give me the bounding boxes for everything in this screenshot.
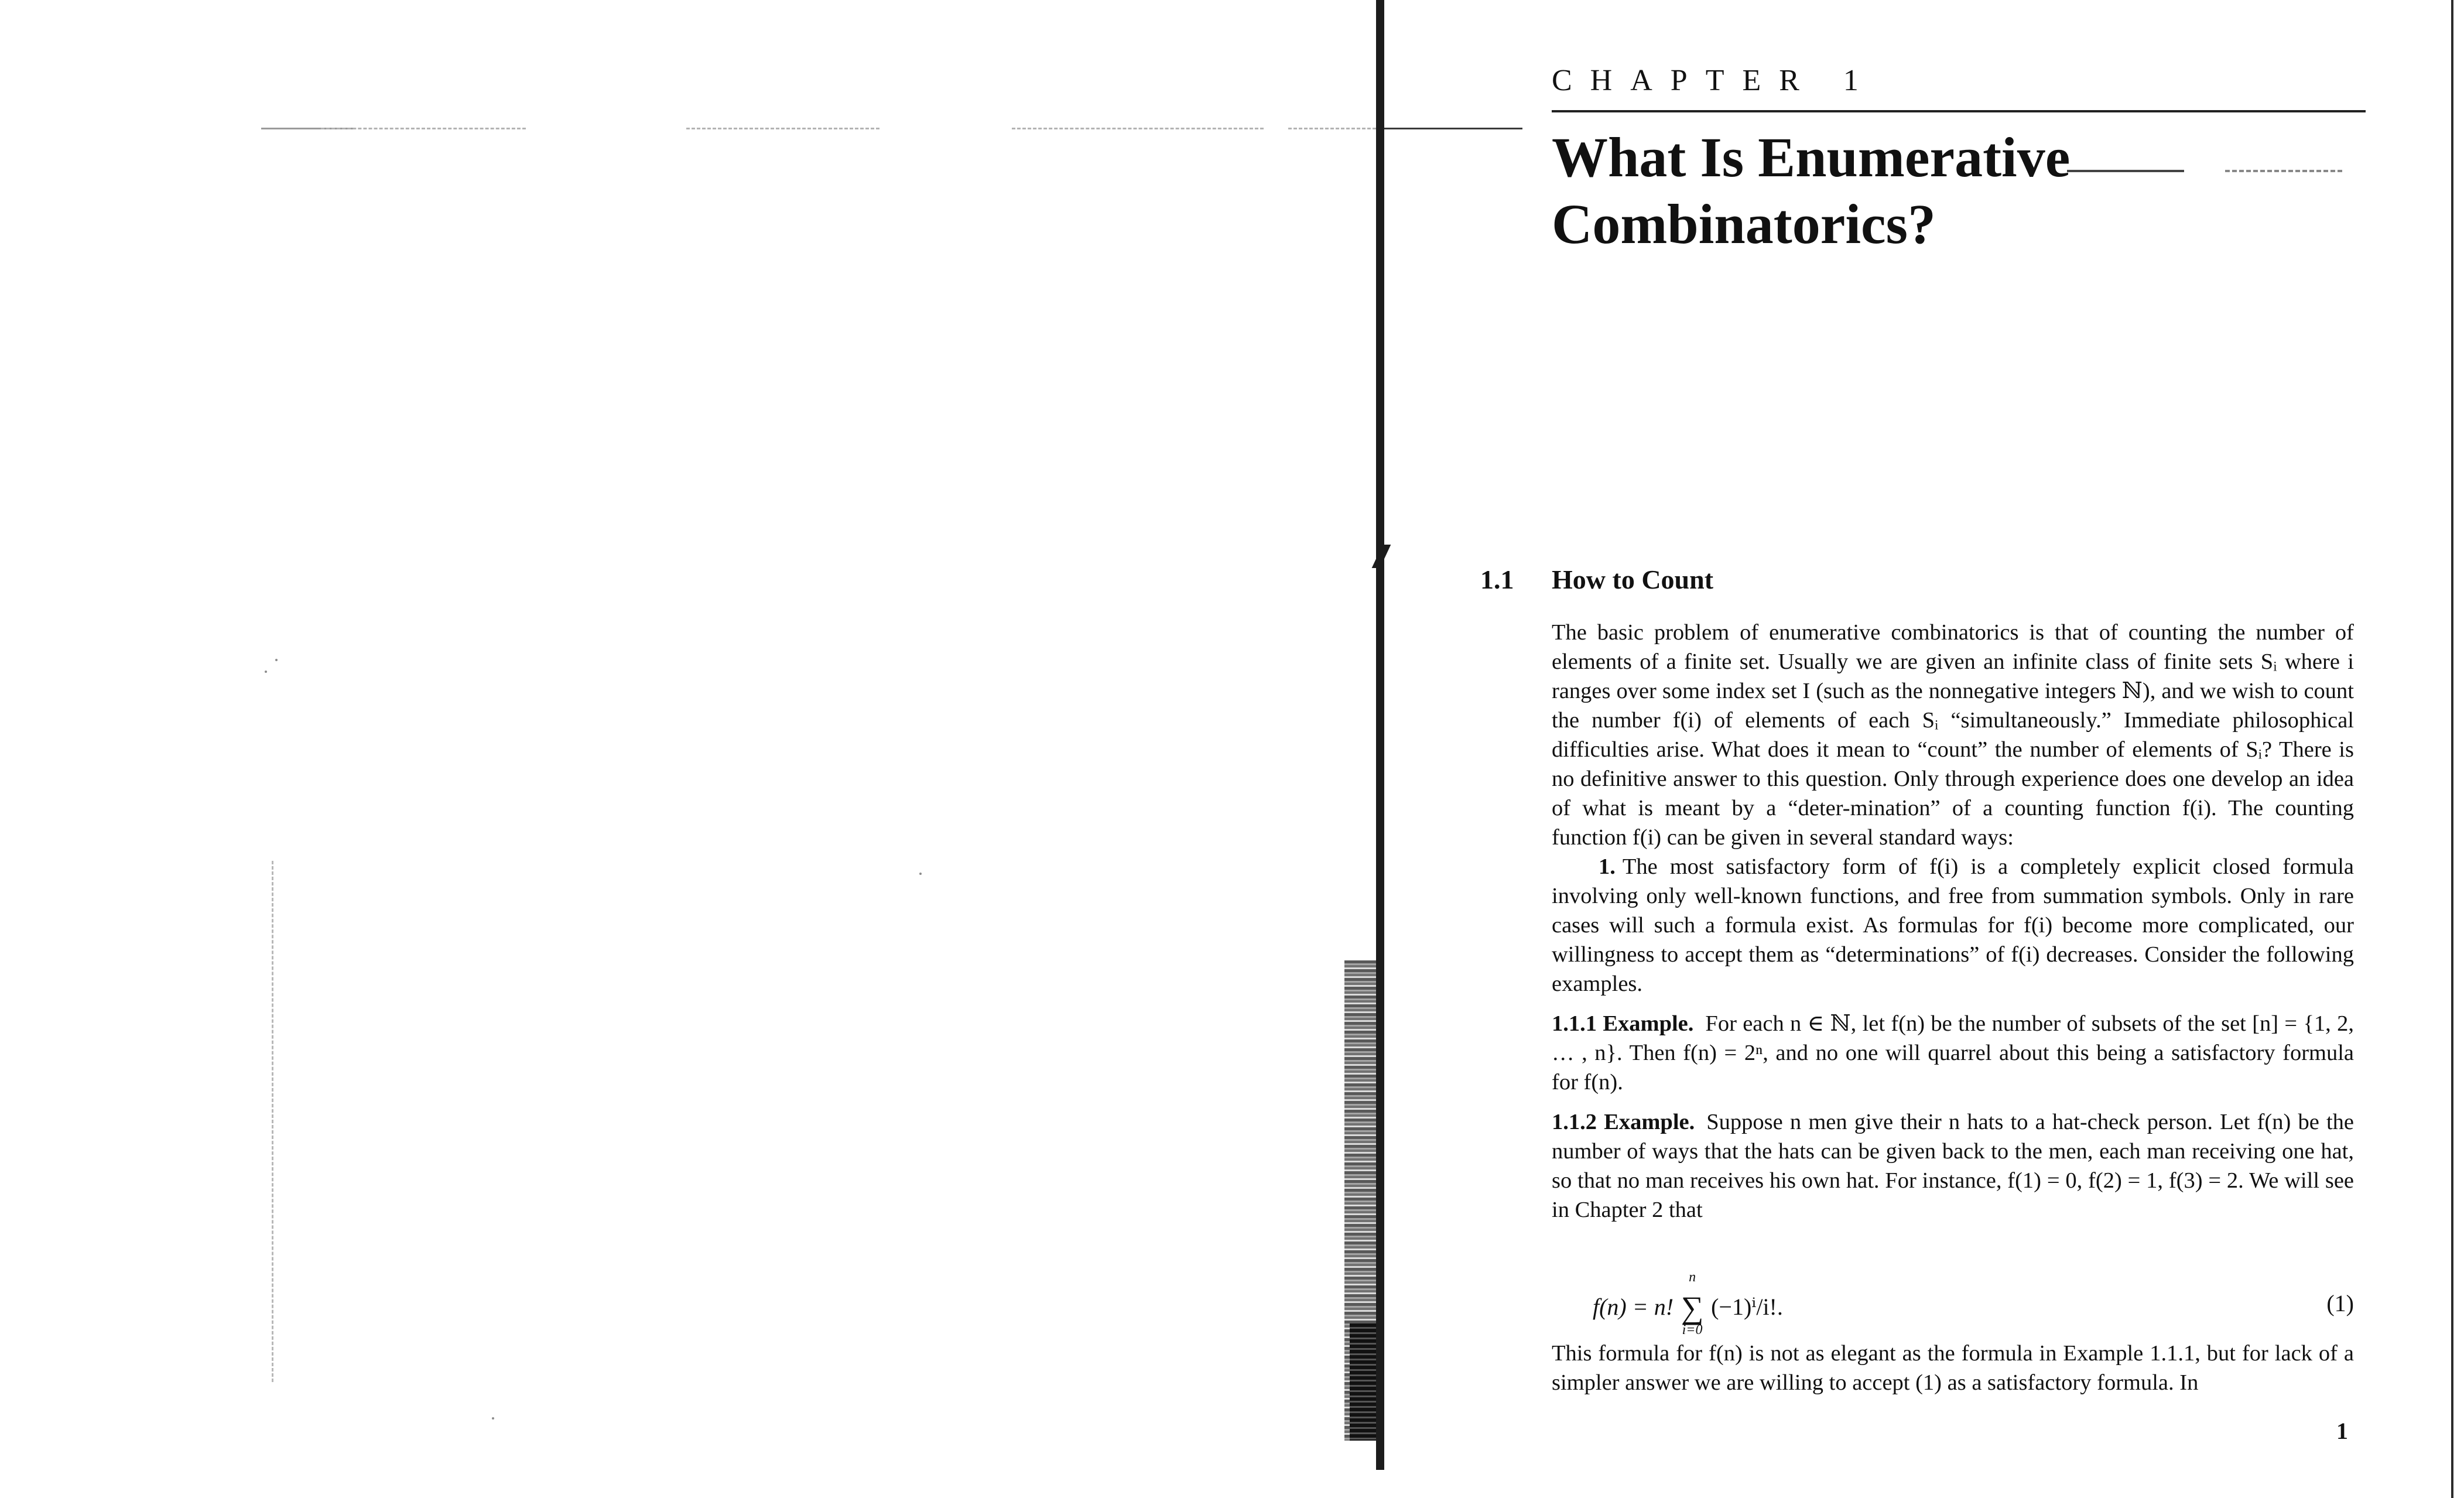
left-page-rule-fragment: [1012, 128, 1264, 129]
gutter-shadow-dark: [1350, 1323, 1379, 1441]
binding-gutter: [1376, 0, 1384, 1470]
list-item-text: The most satisfactory form of f(i) is a completely explicit closed formula involving only well-known functions, and free from summation symbols. Only in rare cases will such a formula exist. As formulas for f(i) become more complicated, our willingness to accept them as “determinations” of f(i) decreases. Consider the following examples.: [1552, 854, 2354, 996]
chapter-rule: [1552, 110, 2366, 112]
page-number: 1: [2336, 1418, 2348, 1444]
left-page-speck: [275, 659, 278, 661]
left-page-rule-fragment: [686, 128, 879, 129]
section-number: 1.1: [1480, 565, 1514, 594]
chapter-title-line1: What Is Enumerative: [1552, 126, 2071, 189]
left-page-speck: [492, 1417, 494, 1420]
example-text: For each n ∈ ℕ, let f(n) be the number of subsets of the set [n] = {1, 2, … , n}. Then f(n) = 2ⁿ, and no one will quarrel about this being a satisfactory formula for f(n).: [1552, 1011, 2354, 1095]
summation-upper-limit: n: [1689, 1270, 1696, 1285]
paragraph-after-equation: This formula for f(n) is not as elegant as the formula in Example 1.1.1, but for lack of a simpler answer we are willing to accept (1) as a satisfactory formula. In: [1552, 1341, 2354, 1395]
summation-lower-limit: i=0: [1682, 1322, 1703, 1338]
left-page-speck: [265, 671, 267, 673]
equation-1: [1593, 1272, 2354, 1336]
example-label: 1.1.2 Example.: [1552, 1110, 1695, 1134]
scan-rule-fragment: [2067, 170, 2184, 172]
equation-summand: (−1)ⁱ/i!.: [1711, 1294, 1783, 1320]
chapter-title: [1552, 124, 2371, 258]
scan-rule-fragment: [2225, 170, 2342, 172]
section-title: How to Count: [1552, 565, 1714, 594]
gutter-mark: [1372, 545, 1391, 568]
left-page-rule-fragment: [1376, 128, 1522, 129]
example-1-1-1: [1552, 1009, 2354, 1097]
chapter-label: CHAPTER 1: [1552, 64, 1877, 97]
body-text-continuation: [1552, 1339, 2354, 1397]
body-text-block: [1552, 618, 2354, 1225]
equation-expression: [1593, 1270, 1783, 1338]
summation-symbol: [1679, 1270, 1705, 1338]
paragraph-intro: The basic problem of enumerative combinatorics is that of counting the number of elements of a finite set. Usually we are given an infinite class of finite sets Sᵢ where i ranges over some index set I (such as the nonnegative integers ℕ), and we wish to count the number f(i) of elements of each Sᵢ “simultaneously.” Immediate philosophical difficulties arise. What does it mean to “count” the number of elements of Sᵢ? There is no definitive answer to this question. Only through experience does one develop an idea of what is meant by a “deter-mination” of a counting function f(i). The counting function f(i) can be given in several standard ways:: [1552, 620, 2354, 850]
left-page-rule-fragment: [321, 128, 526, 129]
left-page-rule-fragment: [1288, 128, 1376, 129]
equation-lhs: f(n) = n!: [1593, 1294, 1674, 1320]
chapter-title-line2: Combinatorics?: [1552, 193, 1936, 255]
example-1-1-2: [1552, 1107, 2354, 1225]
list-item-1: [1552, 852, 2354, 998]
left-page-margin-mark: [272, 861, 273, 1382]
list-item-number: 1.: [1599, 854, 1616, 879]
left-page-speck: [919, 873, 922, 875]
summation-sign: ∑: [1681, 1290, 1704, 1325]
example-text: Suppose n men give their n hats to a hat-check person. Let f(n) be the number of ways that the hats can be given back to the men, each man receiving one hat, so that no man receives his own hat. For instance, f(1) = 0, f(2) = 1, f(3) = 2. We will see in Chapter 2 that: [1552, 1110, 2354, 1222]
example-label: 1.1.1 Example.: [1552, 1011, 1694, 1036]
right-page-edge: [2451, 0, 2453, 1498]
equation-number: (1): [2326, 1290, 2354, 1316]
